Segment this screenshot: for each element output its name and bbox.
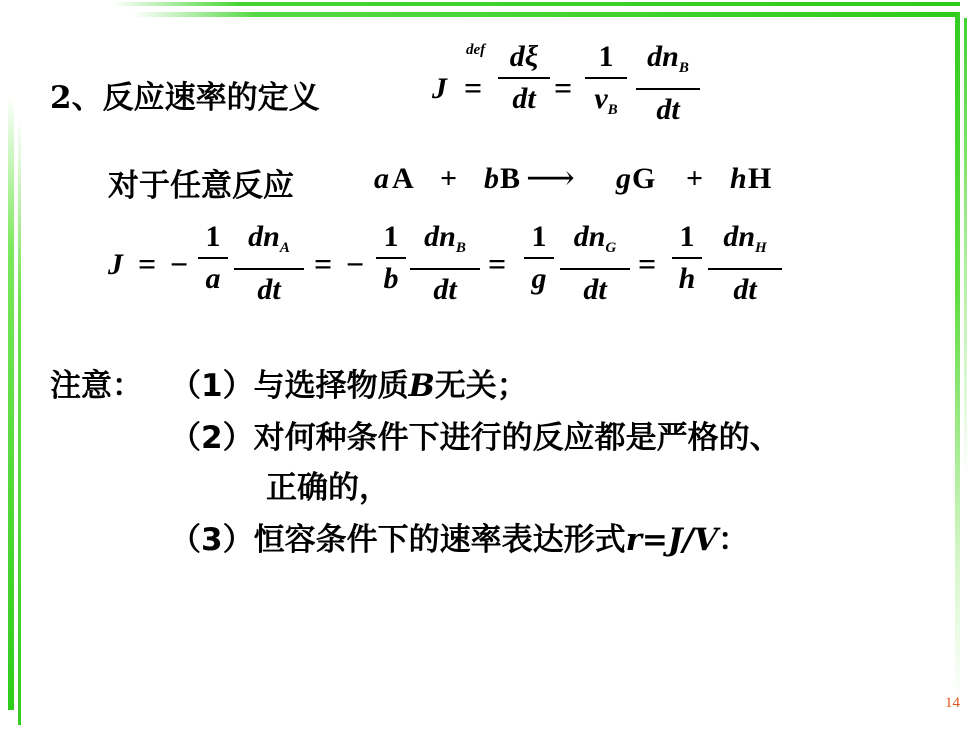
note-3-suffix: ： — [717, 522, 749, 558]
species-B: B — [500, 162, 521, 195]
frac-numerator: 1 — [531, 220, 547, 253]
fraction-line — [234, 268, 304, 270]
frac-numerator: 1 — [679, 220, 695, 253]
fraction-line — [672, 257, 702, 259]
term-2-sign: − — [346, 246, 365, 282]
coef-g: g — [616, 162, 631, 195]
frac-denominator: a — [205, 262, 221, 295]
def-lhs: J — [432, 72, 447, 105]
def-frac-1-nuB — [585, 40, 627, 127]
rate-lhs: J — [108, 248, 123, 281]
frac-numerator: dn — [424, 220, 456, 253]
top-decor-bar-2 — [133, 12, 955, 17]
fraction-line — [410, 268, 480, 270]
reaction-arrow: ⟶ — [526, 160, 575, 197]
term-1-frac — [234, 220, 304, 307]
equals-term-3: = — [488, 246, 507, 282]
frac-numerator: 1 — [205, 220, 221, 253]
note-1-var: B — [408, 368, 435, 404]
top-decor-bar-1 — [112, 2, 960, 6]
note-3-prefix: （3）恒容条件下的速率表达形式 — [170, 522, 626, 558]
fraction-line — [498, 77, 550, 79]
def-frac-dnB-dt — [636, 40, 700, 127]
frac-denominator: dt — [656, 93, 680, 126]
term-4-coef — [672, 220, 702, 296]
note-1 — [170, 360, 528, 405]
frac-numerator: dn — [573, 220, 606, 253]
frac-subscript: G — [605, 240, 617, 256]
term-3-frac — [560, 220, 630, 307]
term-1-sign: − — [170, 246, 189, 282]
right-decor-bar-1 — [955, 12, 960, 702]
fraction-line — [376, 257, 406, 259]
term-2-frac — [410, 220, 480, 307]
species-A: A — [392, 162, 414, 195]
frac-denominator: dt — [512, 82, 536, 115]
def-label: def — [466, 42, 486, 58]
left-decor-bar-1 — [8, 96, 14, 710]
term-3-coef — [524, 220, 554, 296]
frac-denominator: g — [531, 262, 547, 295]
note-2-line-2: 正确的， — [266, 470, 390, 506]
frac-subscript: A — [279, 240, 290, 256]
fraction-line — [636, 88, 700, 90]
right-decor-bar-2 — [964, 18, 967, 478]
section-heading — [50, 72, 320, 117]
coef-b: b — [484, 162, 499, 195]
frac-denominator: h — [678, 262, 696, 295]
frac-denominator: dt — [433, 273, 457, 306]
term-1-coef — [198, 220, 228, 296]
frac-numerator: 1 — [598, 40, 614, 73]
equals-2: = — [554, 70, 573, 106]
fraction-line — [560, 268, 630, 270]
note-1-suffix: 无关； — [434, 368, 528, 404]
plus-1: + — [440, 162, 458, 195]
fraction-line — [708, 268, 782, 270]
note-3-expression: r=J/V — [625, 522, 718, 558]
frac-subscript: B — [678, 60, 689, 76]
reaction-prefix: 对于任意反应 — [108, 168, 294, 204]
frac-numerator: dn — [248, 220, 280, 253]
coef-h: h — [730, 162, 747, 195]
equals-term-2: = — [314, 246, 333, 282]
fraction-line — [585, 77, 627, 79]
equals-term-4: = — [638, 246, 657, 282]
frac-denominator: ν — [594, 82, 608, 115]
notes-label: 注意： — [50, 368, 143, 404]
frac-denominator: b — [383, 262, 399, 295]
frac-numerator: dξ — [509, 40, 539, 73]
frac-denominator: dt — [257, 273, 281, 306]
species-G: G — [632, 162, 656, 195]
plus-2: + — [686, 162, 704, 195]
note-2-line-1: （2）对何种条件下进行的反应都是严格的、 — [170, 420, 781, 456]
coef-a: a — [374, 162, 389, 195]
fraction-line — [524, 257, 554, 259]
frac-numerator: dn — [647, 40, 679, 73]
term-4-frac — [708, 220, 782, 307]
rate-equals: = — [138, 246, 157, 282]
frac-numerator: dn — [723, 220, 755, 253]
frac-subscript: B — [607, 102, 618, 118]
def-equals: = — [464, 70, 483, 106]
frac-numerator: 1 — [383, 220, 399, 253]
frac-subscript: B — [455, 240, 466, 256]
section-title: 反应速率的定义 — [102, 80, 320, 116]
frac-denominator: dt — [733, 273, 757, 306]
section-number: 2 — [50, 80, 72, 116]
frac-denominator: dt — [583, 273, 607, 306]
fraction-line — [198, 257, 228, 259]
page-number: 14 — [945, 695, 960, 711]
species-H: H — [748, 162, 772, 195]
note-3 — [170, 514, 749, 559]
section-separator: 、 — [71, 80, 103, 116]
def-frac-dxi-dt — [498, 40, 550, 116]
left-decor-bar-2 — [18, 120, 21, 725]
frac-subscript: H — [755, 240, 767, 256]
note-1-prefix: （1）与选择物质 — [170, 368, 409, 404]
term-2-coef — [376, 220, 406, 296]
